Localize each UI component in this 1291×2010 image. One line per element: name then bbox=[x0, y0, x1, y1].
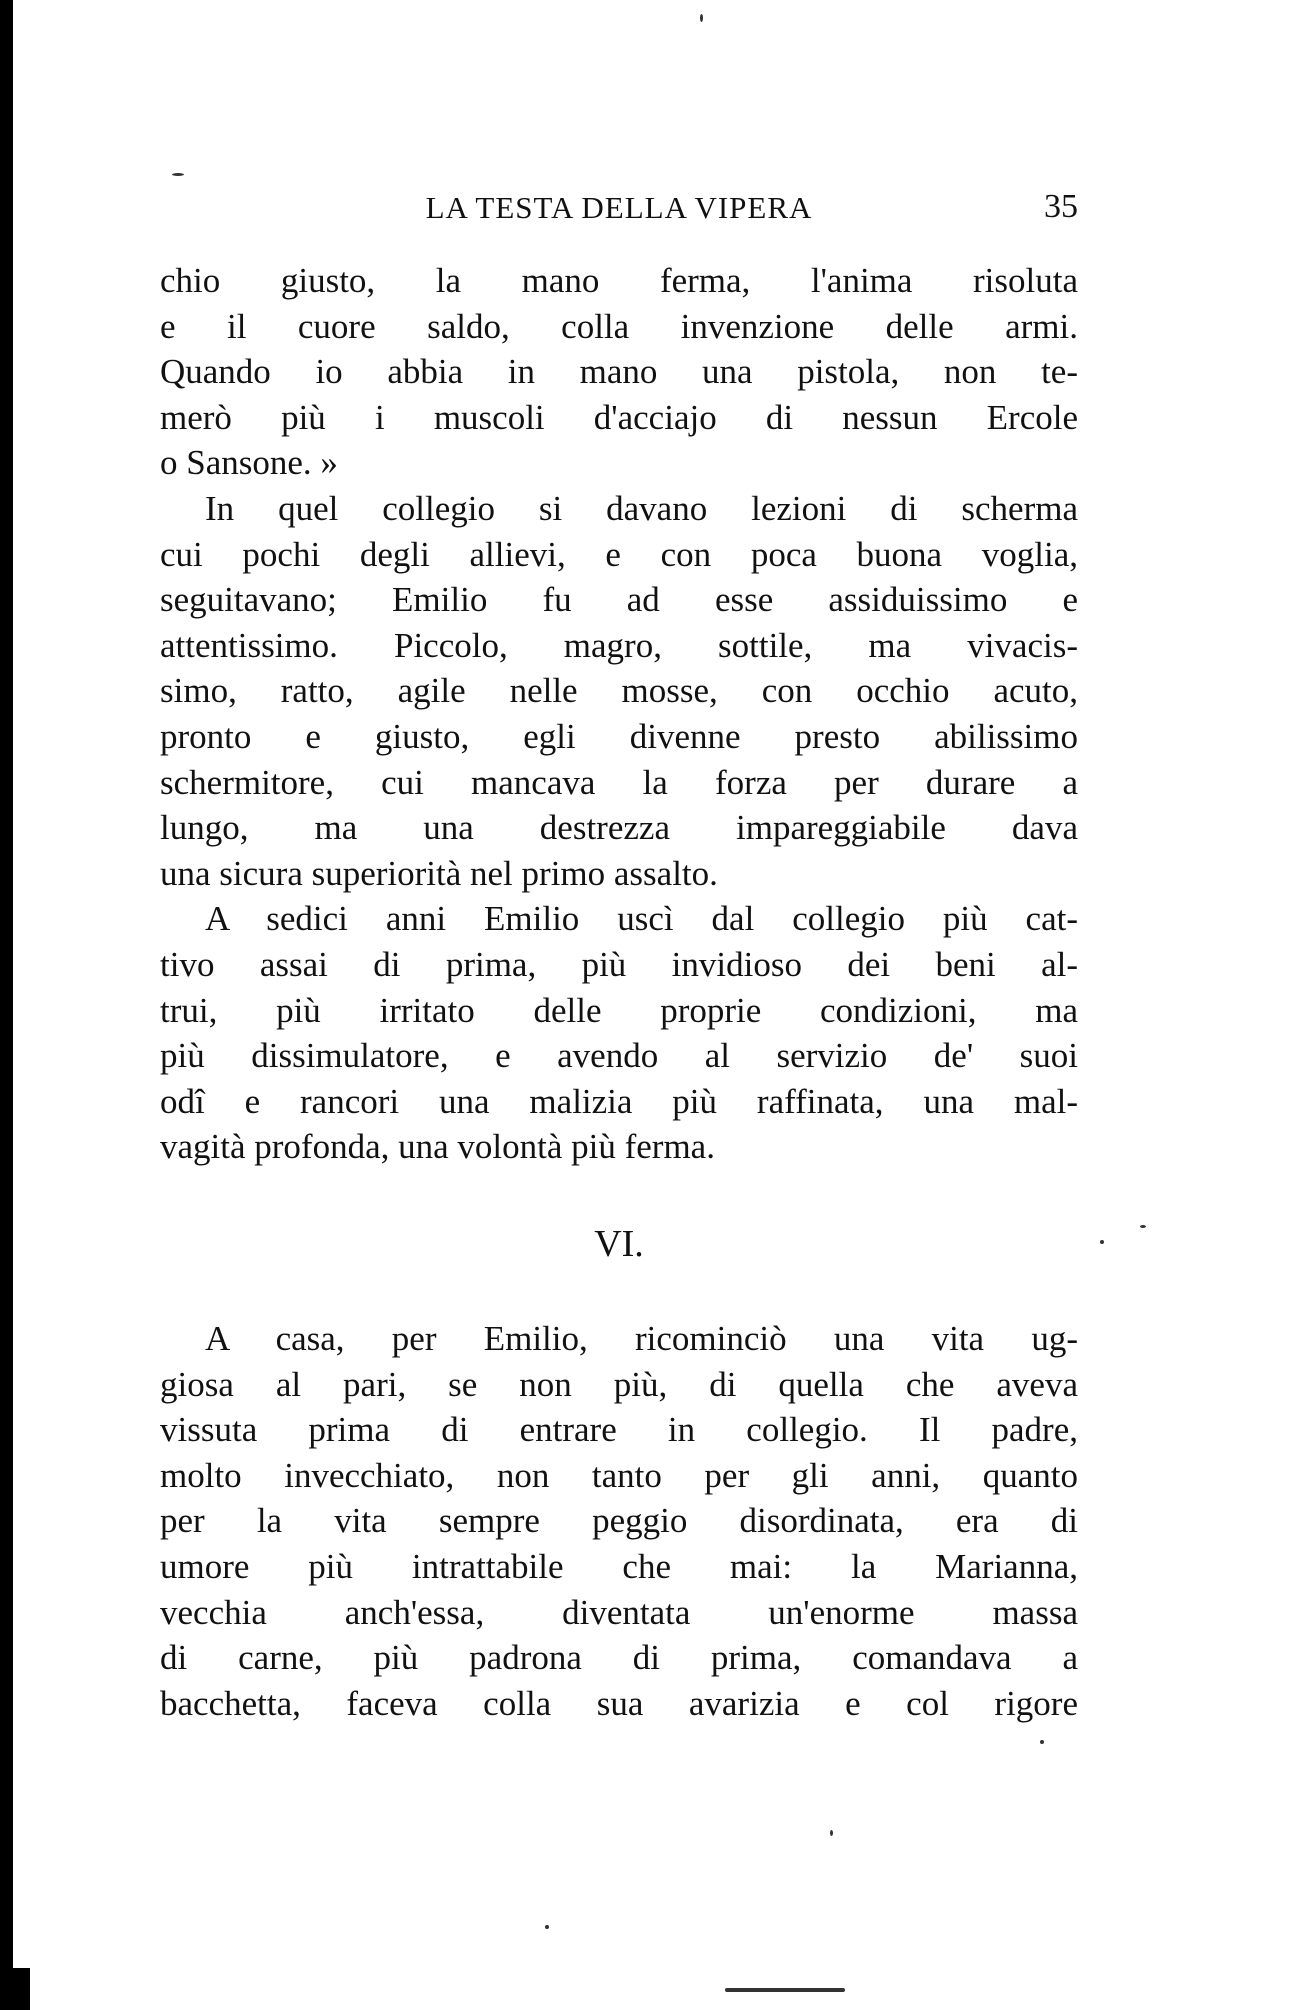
text-line: odî e rancori una malizia più raffinata, una mal- bbox=[160, 1081, 1078, 1121]
text-line: seguitavano; Emilio fu ad esse assiduissimo e bbox=[160, 580, 1078, 620]
running-head: LA TESTA DELLA VIPERA bbox=[425, 190, 813, 225]
text-line: lungo, ma una destrezza impareggiabile dava bbox=[160, 808, 1078, 848]
text-line: molto invecchiato, non tanto per gli anni, quanto bbox=[160, 1455, 1078, 1495]
text-line: cui pochi degli allievi, e con poca buona voglia, bbox=[160, 534, 1078, 574]
text-line: A sedici anni Emilio uscì dal collegio più cat- bbox=[205, 899, 1078, 939]
text-line: schermitore, cui mancava la forza per durare a bbox=[160, 762, 1078, 802]
page-number: 35 bbox=[1044, 188, 1078, 225]
text-line: pronto e giusto, egli divenne presto abilissimo bbox=[160, 716, 1078, 756]
section-heading: VI. bbox=[594, 1223, 644, 1265]
text-line: bacchetta, faceva colla sua avarizia e col rigore bbox=[160, 1683, 1078, 1723]
text-line: o Sansone. » bbox=[160, 443, 338, 483]
text-line: vissuta prima di entrare in collegio. Il padre, bbox=[160, 1410, 1078, 1450]
text-line: attentissimo. Piccolo, magro, sottile, ma vivacis- bbox=[160, 625, 1078, 665]
text-line: trui, più irritato delle proprie condizioni, ma bbox=[160, 990, 1078, 1030]
text-block-section-2 bbox=[160, 1316, 1078, 1726]
text-line: di carne, più padrona di prima, comandava a bbox=[160, 1638, 1078, 1678]
text-line: chio giusto, la mano ferma, l'anima risoluta bbox=[160, 261, 1078, 300]
scan-speck bbox=[1040, 1740, 1044, 1744]
binding-shadow bbox=[0, 1968, 30, 2010]
text-line: per la vita sempre peggio disordinata, era di bbox=[160, 1501, 1078, 1541]
page-header bbox=[160, 190, 1078, 232]
scan-speck bbox=[700, 14, 703, 22]
text-line: In quel collegio si davano lezioni di scherma bbox=[205, 488, 1078, 528]
scan-speck bbox=[725, 1988, 845, 1992]
text-line: A casa, per Emilio, ricominciò una vita ug- bbox=[205, 1319, 1078, 1358]
scan-speck bbox=[1100, 1240, 1104, 1244]
scan-speck bbox=[1140, 1225, 1146, 1228]
binding-edge bbox=[0, 0, 13, 2010]
text-line: tivo assai di prima, più invidioso dei beni al- bbox=[160, 944, 1078, 984]
scan-speck bbox=[830, 1830, 833, 1836]
text-line: e il cuore saldo, colla invenzione delle armi. bbox=[160, 306, 1078, 346]
text-line: vagità profonda, una volontà più ferma. bbox=[160, 1127, 715, 1167]
text-block-section-1 bbox=[160, 258, 1078, 1170]
text-line: più dissimulatore, e avendo al servizio de' suoi bbox=[160, 1036, 1078, 1076]
text-line: Quando io abbia in mano una pistola, non te- bbox=[160, 352, 1078, 392]
text-line: merò più i muscoli d'acciajo di nessun Ercole bbox=[160, 397, 1078, 437]
text-line: una sicura superiorità nel primo assalto. bbox=[160, 853, 718, 893]
text-line: umore più intrattabile che mai: la Marianna, bbox=[160, 1546, 1078, 1586]
text-line: giosa al pari, se non più, di quella che aveva bbox=[160, 1364, 1078, 1404]
scan-speck bbox=[545, 1925, 549, 1929]
text-line: simo, ratto, agile nelle mosse, con occhio acuto, bbox=[160, 671, 1078, 711]
scan-speck bbox=[172, 173, 184, 176]
text-line: vecchia anch'essa, diventata un'enorme massa bbox=[160, 1592, 1078, 1632]
